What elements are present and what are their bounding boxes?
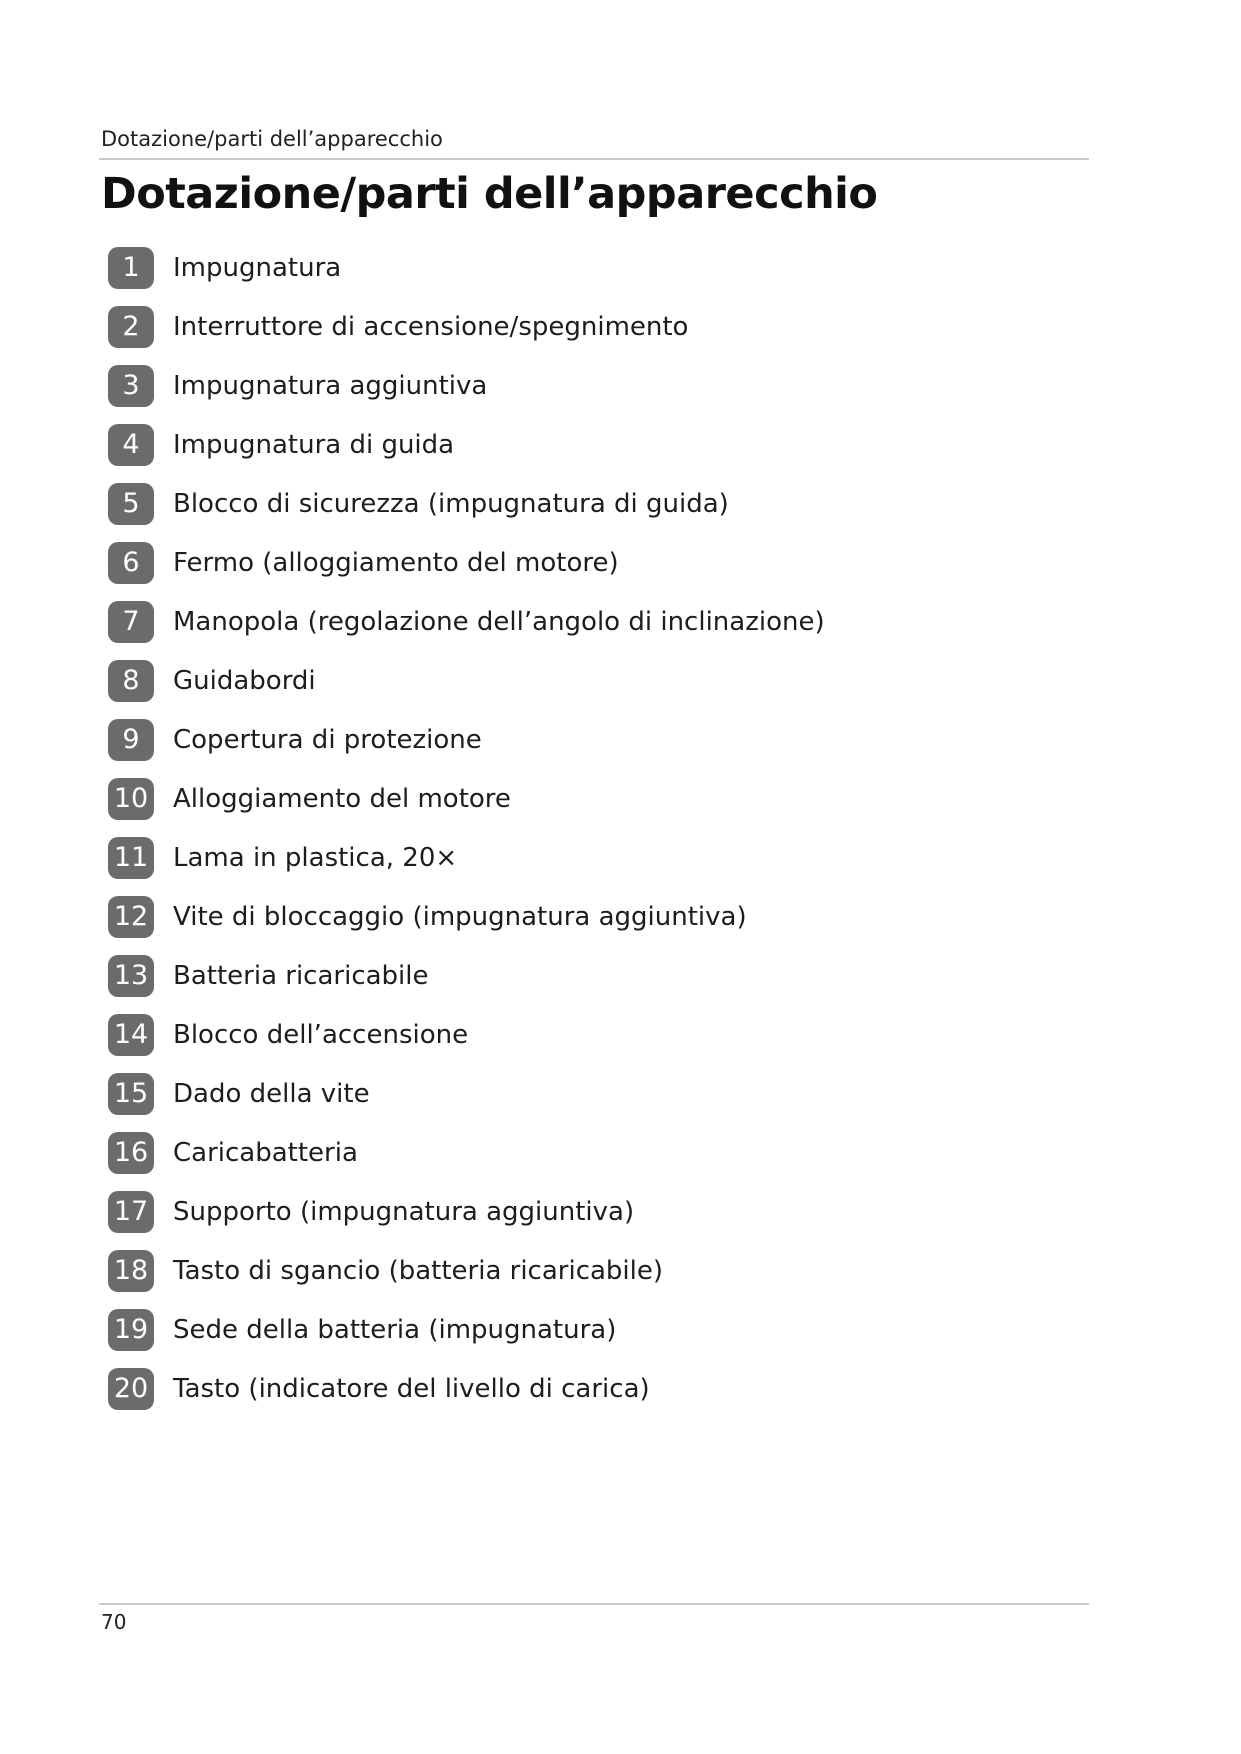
- part-label: Impugnatura di guida: [173, 429, 455, 460]
- part-label: Lama in plastica, 20×: [173, 842, 458, 873]
- part-item: [108, 356, 825, 415]
- part-label: Tasto (indicatore del livello di carica): [173, 1373, 650, 1404]
- part-label: Impugnatura: [173, 252, 342, 283]
- part-item: [108, 592, 825, 651]
- part-number-badge: 10: [108, 778, 154, 820]
- part-number-badge: 7: [108, 601, 154, 643]
- part-item: [108, 1005, 825, 1064]
- part-item: [108, 828, 825, 887]
- part-item: [108, 297, 825, 356]
- part-item: [108, 1064, 825, 1123]
- part-label: Blocco di sicurezza (impugnatura di guida): [173, 488, 729, 519]
- part-label: Vite di bloccaggio (impugnatura aggiuntiva): [173, 901, 747, 932]
- part-number-badge: 18: [108, 1250, 154, 1292]
- part-label: Sede della batteria (impugnatura): [173, 1314, 617, 1345]
- part-number-badge: 5: [108, 483, 154, 525]
- part-number-badge: 6: [108, 542, 154, 584]
- parts-list: [108, 238, 825, 1418]
- part-label: Caricabatteria: [173, 1137, 358, 1168]
- part-item: [108, 651, 825, 710]
- header-divider: [99, 158, 1089, 160]
- part-item: [108, 710, 825, 769]
- part-label: Guidabordi: [173, 665, 316, 696]
- part-number-badge: 1: [108, 247, 154, 289]
- part-label: Batteria ricaricabile: [173, 960, 429, 991]
- part-number-badge: 8: [108, 660, 154, 702]
- part-item: [108, 1300, 825, 1359]
- part-number-badge: 2: [108, 306, 154, 348]
- part-label: Dado della vite: [173, 1078, 370, 1109]
- part-label: Blocco dell’accensione: [173, 1019, 469, 1050]
- part-label: Copertura di protezione: [173, 724, 482, 755]
- part-item: [108, 1182, 825, 1241]
- part-item: [108, 474, 825, 533]
- part-number-badge: 11: [108, 837, 154, 879]
- part-number-badge: 12: [108, 896, 154, 938]
- part-number-badge: 14: [108, 1014, 154, 1056]
- part-label: Supporto (impugnatura aggiuntiva): [173, 1196, 635, 1227]
- part-number-badge: 19: [108, 1309, 154, 1351]
- part-label: Manopola (regolazione dell’angolo di inclinazione): [173, 606, 825, 637]
- footer-divider: [99, 1603, 1089, 1605]
- part-item: [108, 415, 825, 474]
- part-number-badge: 9: [108, 719, 154, 761]
- part-item: [108, 1359, 825, 1418]
- part-item: [108, 1241, 825, 1300]
- part-number-badge: 15: [108, 1073, 154, 1115]
- part-item: [108, 887, 825, 946]
- part-item: [108, 533, 825, 592]
- part-item: [108, 946, 825, 1005]
- running-header: Dotazione/parti dell’apparecchio: [101, 127, 443, 151]
- part-number-badge: 16: [108, 1132, 154, 1174]
- part-item: [108, 1123, 825, 1182]
- part-number-badge: 13: [108, 955, 154, 997]
- part-item: [108, 238, 825, 297]
- page-number: 70: [101, 1610, 127, 1634]
- part-label: Tasto di sgancio (batteria ricaricabile): [173, 1255, 664, 1286]
- page-title: Dotazione/parti dell’apparecchio: [101, 169, 878, 219]
- part-number-badge: 4: [108, 424, 154, 466]
- part-number-badge: 20: [108, 1368, 154, 1410]
- part-number-badge: 17: [108, 1191, 154, 1233]
- part-item: [108, 769, 825, 828]
- part-label: Impugnatura aggiuntiva: [173, 370, 488, 401]
- part-label: Alloggiamento del motore: [173, 783, 511, 814]
- part-label: Interruttore di accensione/spegnimento: [173, 311, 689, 342]
- part-number-badge: 3: [108, 365, 154, 407]
- part-label: Fermo (alloggiamento del motore): [173, 547, 619, 578]
